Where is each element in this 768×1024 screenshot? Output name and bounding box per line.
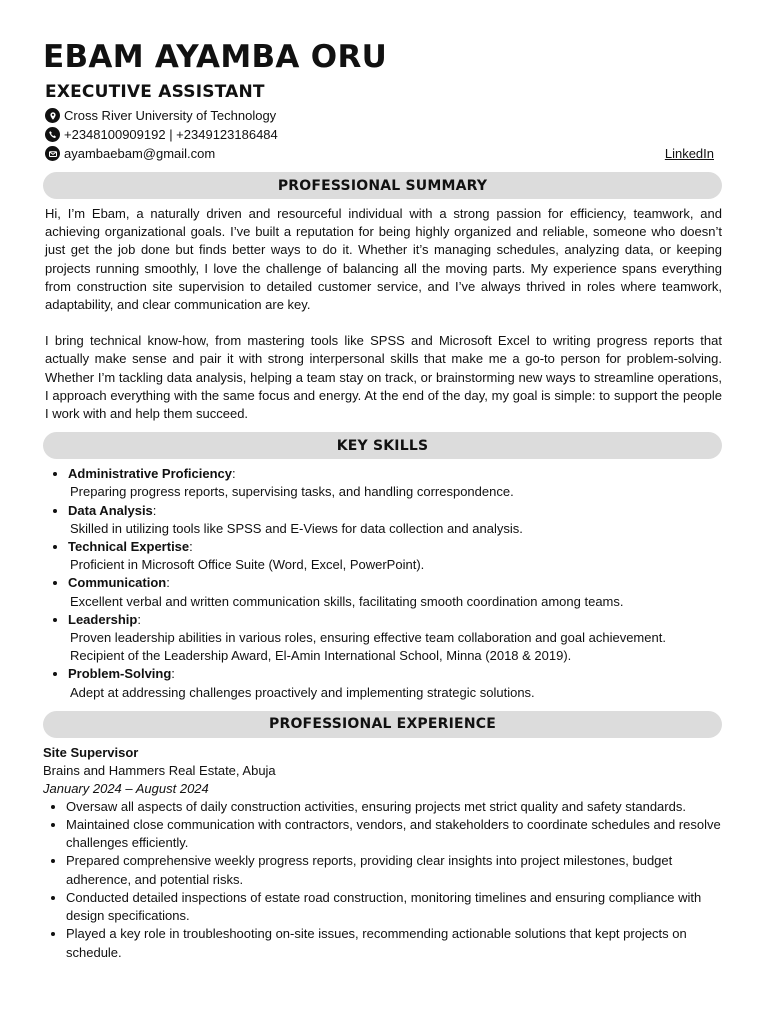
job-duties-list [43,798,722,962]
envelope-icon [45,146,60,161]
job-dates: January 2024 – August 2024 [43,780,209,796]
skill-item: • Communication: Excellent verbal and written communication skills, facilitating smooth coordination among teams. [68,574,722,610]
skill-title: Leadership [68,611,138,627]
duty-item: • Prepared comprehensive weekly progress reports, providing clear insights into project milestones, budget adherence, and potential risks. [66,852,722,888]
skills-heading: KEY SKILLS [43,432,722,459]
skills-list [43,465,722,702]
phone-line [45,125,722,144]
skill-description: Preparing progress reports, supervising tasks, and handling correspondence. [70,484,514,500]
skill-item: • Administrative Proficiency: Preparing progress reports, supervising tasks, and handling correspondence. [68,465,722,501]
skill-title: Data Analysis [68,502,153,518]
skill-description: Adept at addressing challenges proactively and implementing strategic solutions. [70,684,535,700]
job-company: Brains and Hammers Real Estate, Abuja [43,762,276,778]
email-item [45,144,215,163]
skill-title: Problem-Solving [68,666,172,682]
linkedin-link[interactable]: LinkedIn [664,146,714,161]
skill-description: Proficient in Microsoft Office Suite (Word, Excel, PowerPoint). [70,557,425,573]
job-role-title: EXECUTIVE ASSISTANT [45,82,265,102]
duty-item: • Conducted detailed inspections of estate road construction, monitoring timelines and ensuring compliance with design specifications. [66,889,722,925]
skill-item: • Leadership: Proven leadership abilities in various roles, ensuring effective team collaboration and goal achievement. Recipient of the Leadership Award, El-Amin International School, Minna (2018 & 2019). [68,611,722,666]
duty-item: • Maintained close communication with contractors, vendors, and stakeholders to coordinate schedules and resolve challenges efficiently. [66,816,722,852]
skill-title: Communication [68,575,167,591]
skill-description: Excellent verbal and written communication skills, facilitating smooth coordination among teams. [70,593,624,609]
location-pin-icon [45,108,60,123]
experience-heading: PROFESSIONAL EXPERIENCE [43,711,722,738]
skill-item: • Problem-Solving: Adept at addressing challenges proactively and implementing strategic solutions. [68,665,722,701]
skill-title: Administrative Proficiency [68,466,232,482]
candidate-name: EBAM AYAMBA ORU [43,39,388,75]
skill-description: Skilled in utilizing tools like SPSS and E-Views for data collection and analysis. [70,520,523,536]
email-link[interactable]: ayambaebam@gmail.com [64,146,216,161]
job-title: Site Supervisor [43,744,139,760]
skill-title: Technical Expertise [68,539,190,555]
skill-description: Proven leadership abilities in various roles, ensuring effective team collaboration and goal achievement. [70,630,666,646]
summary-heading: PROFESSIONAL SUMMARY [43,172,722,199]
skill-item: • Data Analysis: Skilled in utilizing tools like SPSS and E-Views for data collection and analysis. [68,502,722,538]
job-entry [43,744,722,962]
summary-paragraph-2: I bring technical know-how, from mastering tools like SPSS and Microsoft Excel to writing progress reports that actually make sense and pair it with strong interpersonal skills that make me a go-to person for problem-solving. Whether I’m tackling data analysis, helping a team stay on track, or brainstorming new ways to streamline operations, I approach everything with the same focus and energy. At the end of the day, my goal is simple: to support the people I work with and help them succeed. [45,333,722,422]
location-text: Cross River University of Technology [64,108,277,123]
skill-award: Recipient of the Leadership Award, El-Amin International School, Minna (2018 & 2019). [70,648,572,664]
phone-icon [45,127,60,142]
summary-paragraph-1: Hi, I’m Ebam, a naturally driven and resourceful individual with a strong passion for efficiency, teamwork, and achieving organizational goals. I’ve built a reputation for being highly organized and reliable, someone who doesn’t just get the job done but finds better ways to do it. Whether it’s managing schedules, analyzing data, or keeping projects running smoothly, I love the challenge of balancing all the moving parts. My experience spans everything from construction site supervision to detailed customer service, and I’ve always thrived in roles where teamwork, adaptability, and clear communication are key. [45,206,722,313]
duty-item: • Oversaw all aspects of daily construction activities, ensuring projects met strict quality and safety standards. [66,798,722,816]
duty-item: • Played a key role in troubleshooting on-site issues, recommending actionable solutions that kept projects on schedule. [66,925,722,961]
skill-item: • Technical Expertise: Proficient in Microsoft Office Suite (Word, Excel, PowerPoint). [68,538,722,574]
email-line [45,144,722,163]
location-line [45,106,722,125]
phone-text: +2348100909192 | +2349123186484 [64,127,278,142]
